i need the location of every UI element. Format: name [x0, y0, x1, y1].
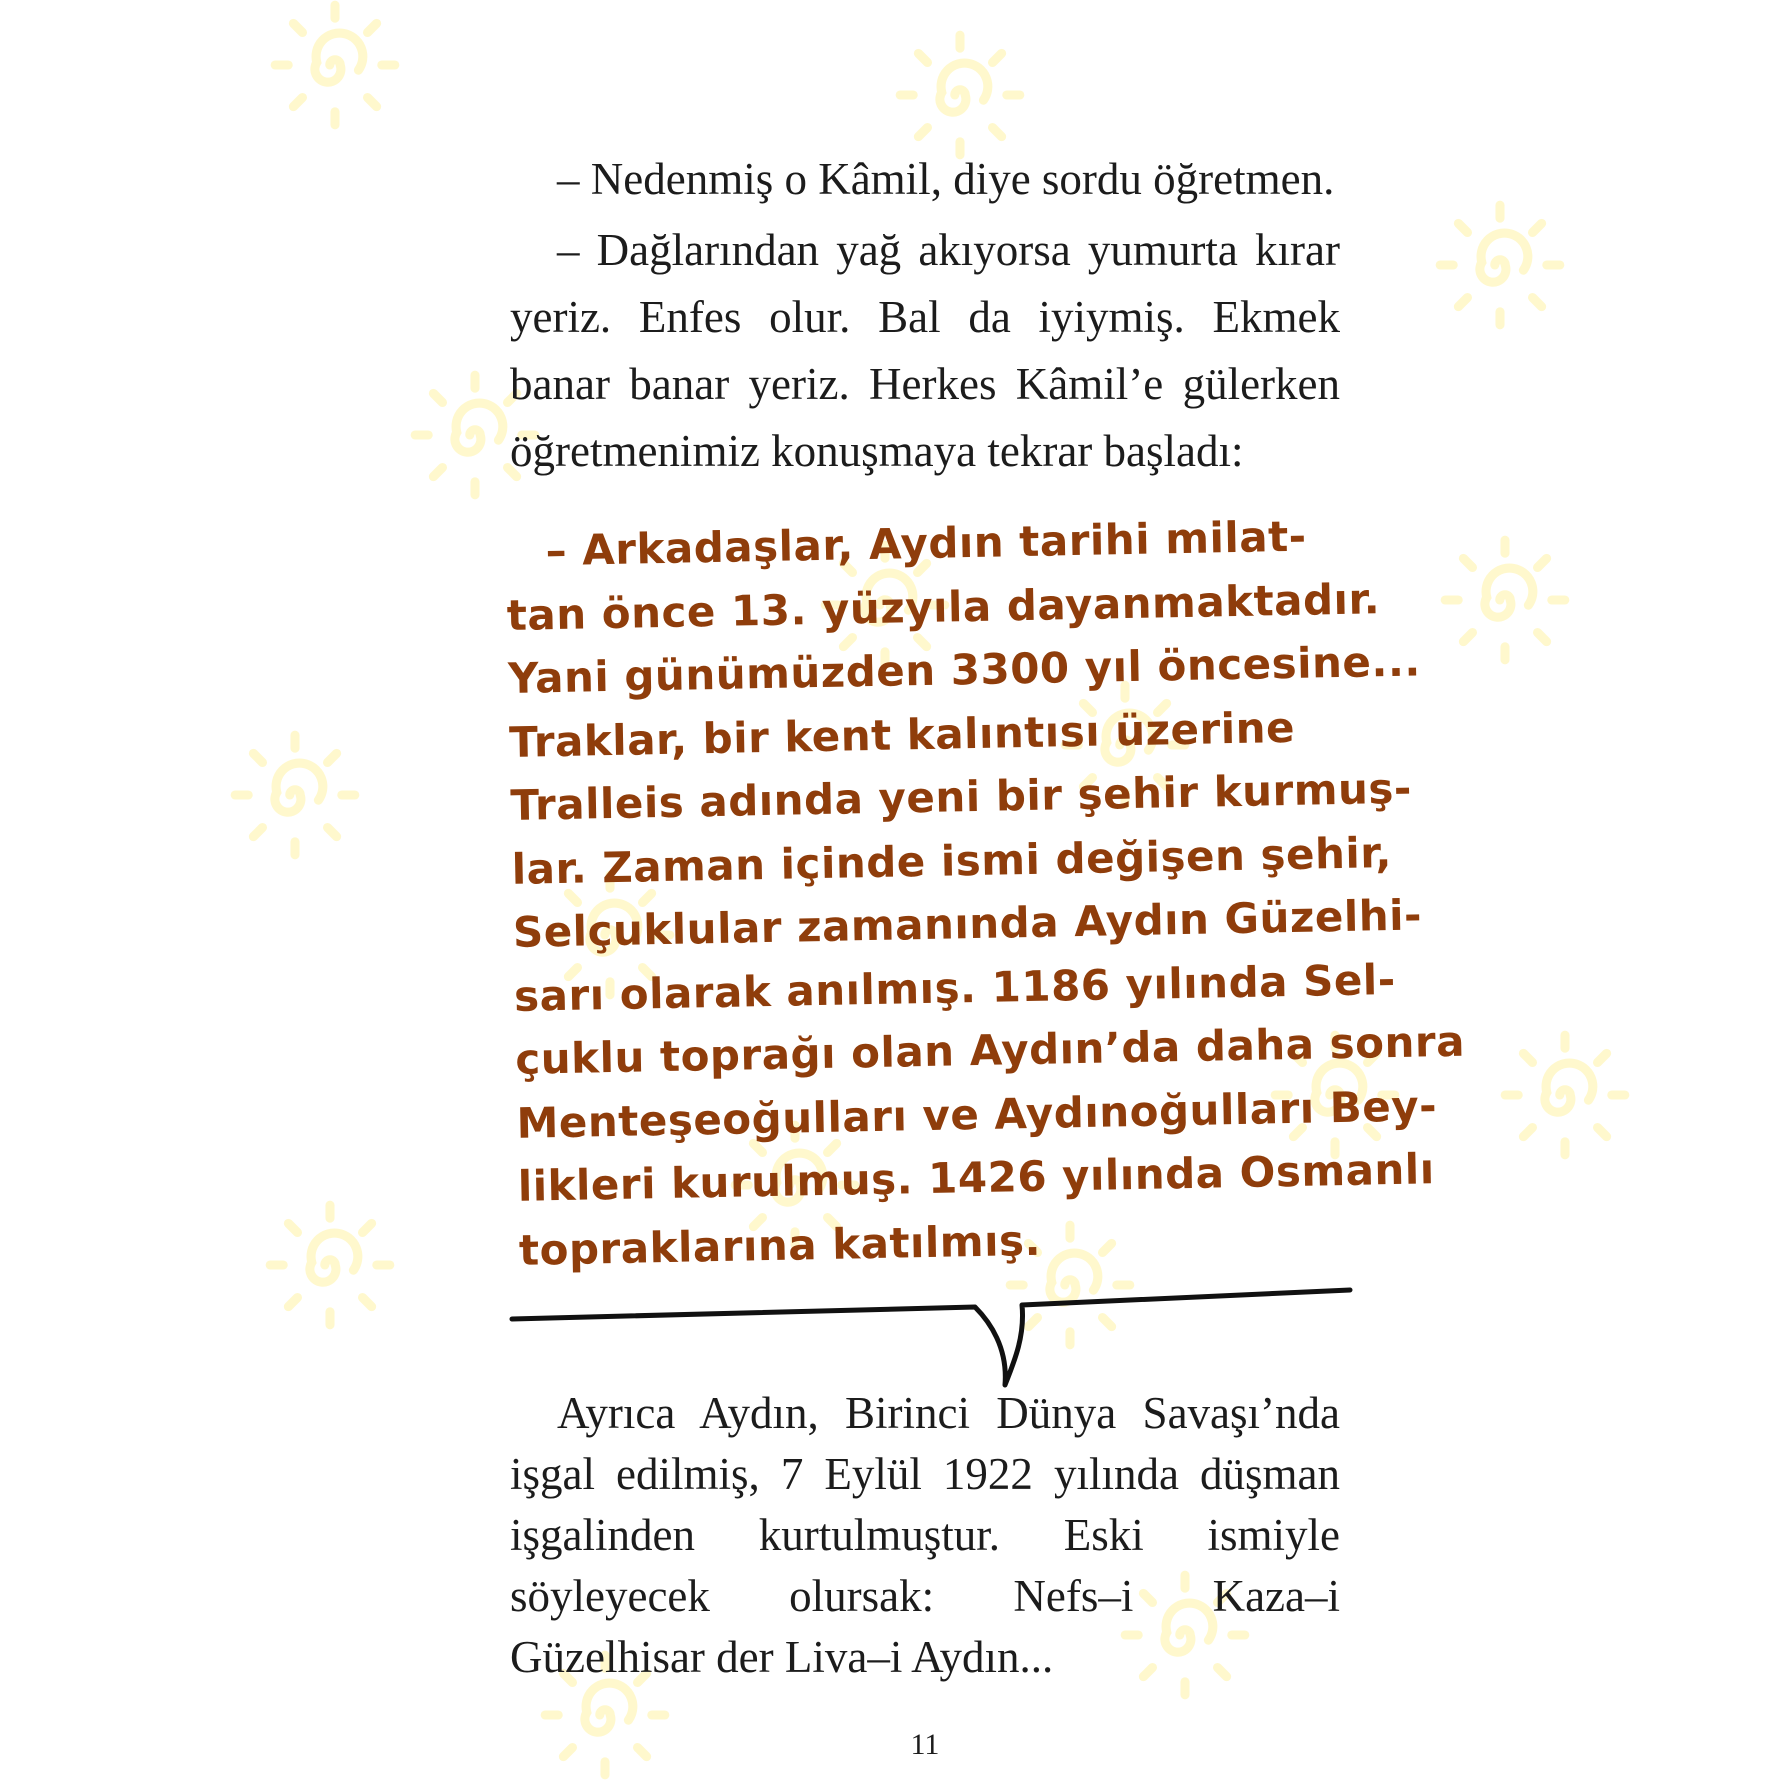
sun-spiral-icon	[1440, 535, 1570, 665]
sun-spiral-icon	[1500, 1030, 1630, 1160]
speech-bubble-tail	[500, 1280, 1370, 1400]
narrative-paragraph: – Dağlarından yağ akıyorsa yumurta kırar yeriz. Enfes olur. Bal da iyiymiş. Ekmek banar banar yeriz. Herkes Kâmil’e gülerken öğretmenimiz konuşmaya tekrar başladı:	[510, 225, 1340, 476]
speech-line: Selçuklular zamanında Aydın Güzelhi-	[512, 890, 1423, 957]
teacher-speech	[505, 504, 1466, 1282]
page-number: 11	[910, 1728, 940, 1761]
speech-line: Tralleis adında yeni bir şehir kurmuş-	[510, 763, 1413, 830]
narrative-paragraph: Ayrıca Aydın, Birinci Dünya Savaşı’nda işgal edilmiş, 7 Eylül 1922 yılında düşman işgalinden kurtulmuştur. Eski ismiyle söyleyecek olursak: Nefs–i Kaza–i Güzelhisar der Liva–i Aydın...	[510, 1388, 1340, 1682]
speech-line: lar. Zaman içinde ismi değişen şehir,	[511, 827, 1393, 894]
speech-line: likleri kurulmuş. 1426 yılında Osmanlı	[517, 1144, 1436, 1211]
sun-spiral-icon	[270, 0, 400, 130]
speech-line: Menteşeoğulları ve Aydınoğulları Bey-	[516, 1080, 1438, 1148]
speech-line: tan önce 13. yüzyıla dayanmaktadır.	[506, 573, 1381, 640]
sun-spiral-icon	[230, 730, 360, 860]
sun-spiral-icon	[895, 30, 1025, 160]
speech-line: Traklar, bir kent kalıntısı üzerine	[508, 702, 1296, 767]
speech-line: Yani günümüzden 3300 yıl öncesine...	[507, 636, 1422, 703]
top-paragraphs	[510, 146, 1340, 485]
speech-line: – Arkadaşlar, Aydın tarihi milat-	[545, 511, 1308, 576]
dialogue-paragraph: – Nedenmiş o Kâmil, diye sordu öğretmen.	[557, 154, 1335, 204]
speech-line: çuklu toprağı olan Aydın’da daha sonra	[514, 1016, 1466, 1084]
speech-line: sarı olarak anılmış. 1186 yılında Sel-	[513, 954, 1397, 1021]
speech-line: topraklarına katılmış.	[518, 1215, 1042, 1275]
sun-spiral-icon	[265, 1200, 395, 1330]
sun-spiral-icon	[1435, 200, 1565, 330]
bottom-paragraph	[510, 1383, 1340, 1688]
